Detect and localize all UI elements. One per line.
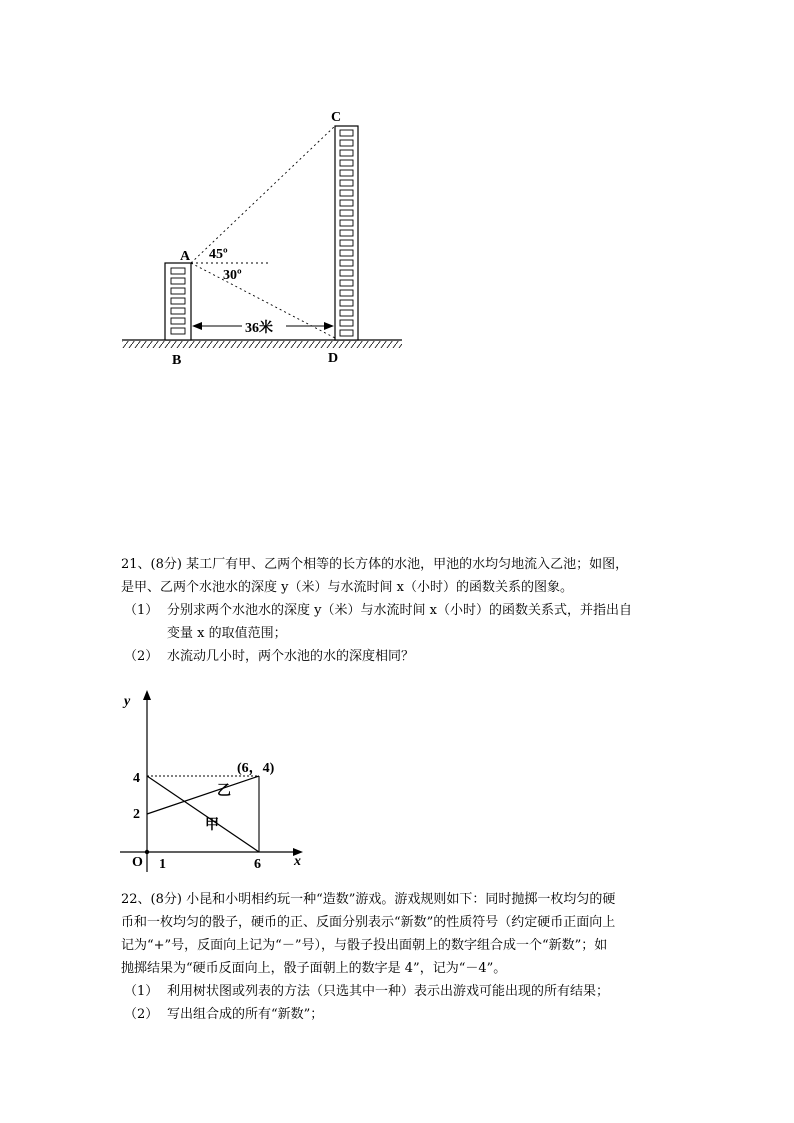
origin-label: O <box>132 855 143 870</box>
q21-item1-num: （1） <box>124 603 159 618</box>
q22-item2-num: （2） <box>124 1007 159 1022</box>
q22-item1-num: （1） <box>124 984 159 999</box>
y-axis-label: y <box>124 694 131 709</box>
q22-line-1: 22、(8分) 小昆和小明相约玩一种“造数”游戏。游戏规则如下：同时抛掷一枚均匀的硬 <box>121 892 616 907</box>
q21-header-cont: 是甲、乙两个水池水的深度 y（米）与水流时间 x（小时）的函数关系的图象。 <box>121 580 573 595</box>
series-label-jia: 甲 <box>205 817 219 833</box>
series-line-yi <box>147 776 259 814</box>
distance-label: 36米 <box>245 321 273 336</box>
label-d: D <box>328 351 339 366</box>
x-tick-6: 6 <box>254 857 261 872</box>
q21-item1-text: 分别求两个水池水的深度 y（米）与水流时间 x（小时）的函数关系式，并指出自 <box>167 603 632 618</box>
q22-item1-text: 利用树状图或列表的方法（只选其中一种）表示出游戏可能出现的所有结果； <box>167 984 610 999</box>
x-axis-label: x <box>294 854 301 869</box>
origin-dot <box>145 850 149 854</box>
label-a: A <box>180 249 191 264</box>
y-axis-arrow <box>143 690 151 700</box>
label-c: C <box>331 110 342 125</box>
q22-item2-text: 写出组合成的所有“新数”； <box>167 1007 324 1022</box>
x-tick-1: 1 <box>159 857 166 872</box>
q22-line-4: 抛掷结果为“硬币反面向上，骰子面朝上的数字是 4”，记为“－4”。 <box>121 961 507 976</box>
angle-45: 45º <box>209 247 228 262</box>
q21-item2-num: （2） <box>124 649 159 664</box>
series-line-jia <box>147 776 259 852</box>
series-label-yi: 乙 <box>217 783 231 799</box>
q22-line-2: 币和一枚均匀的骰子，硬币的正、反面分别表示“新数”的性质符号（约定硬币正面向上 <box>121 915 616 930</box>
label-b: B <box>172 353 182 368</box>
q21-item2-text: 水流动几小时，两个水池的水的深度相同？ <box>167 649 415 664</box>
y-tick-2: 2 <box>133 807 140 822</box>
q21-header: 21、(8分) 某工厂有甲、乙两个相等的长方体的水池，甲池的水均匀地流入乙池；如图， <box>121 557 629 572</box>
y-tick-4: 4 <box>133 771 140 786</box>
q22-line-3: 记为“+”号，反面向上记为“－”号），与骰子投出面朝上的数字组合成一个“新数”；如 <box>121 938 608 953</box>
angle-30: 30º <box>223 268 242 283</box>
point-label: (6，4) <box>237 761 275 776</box>
q21-item1-text-cont: 变量 x 的取值范围； <box>167 626 287 641</box>
